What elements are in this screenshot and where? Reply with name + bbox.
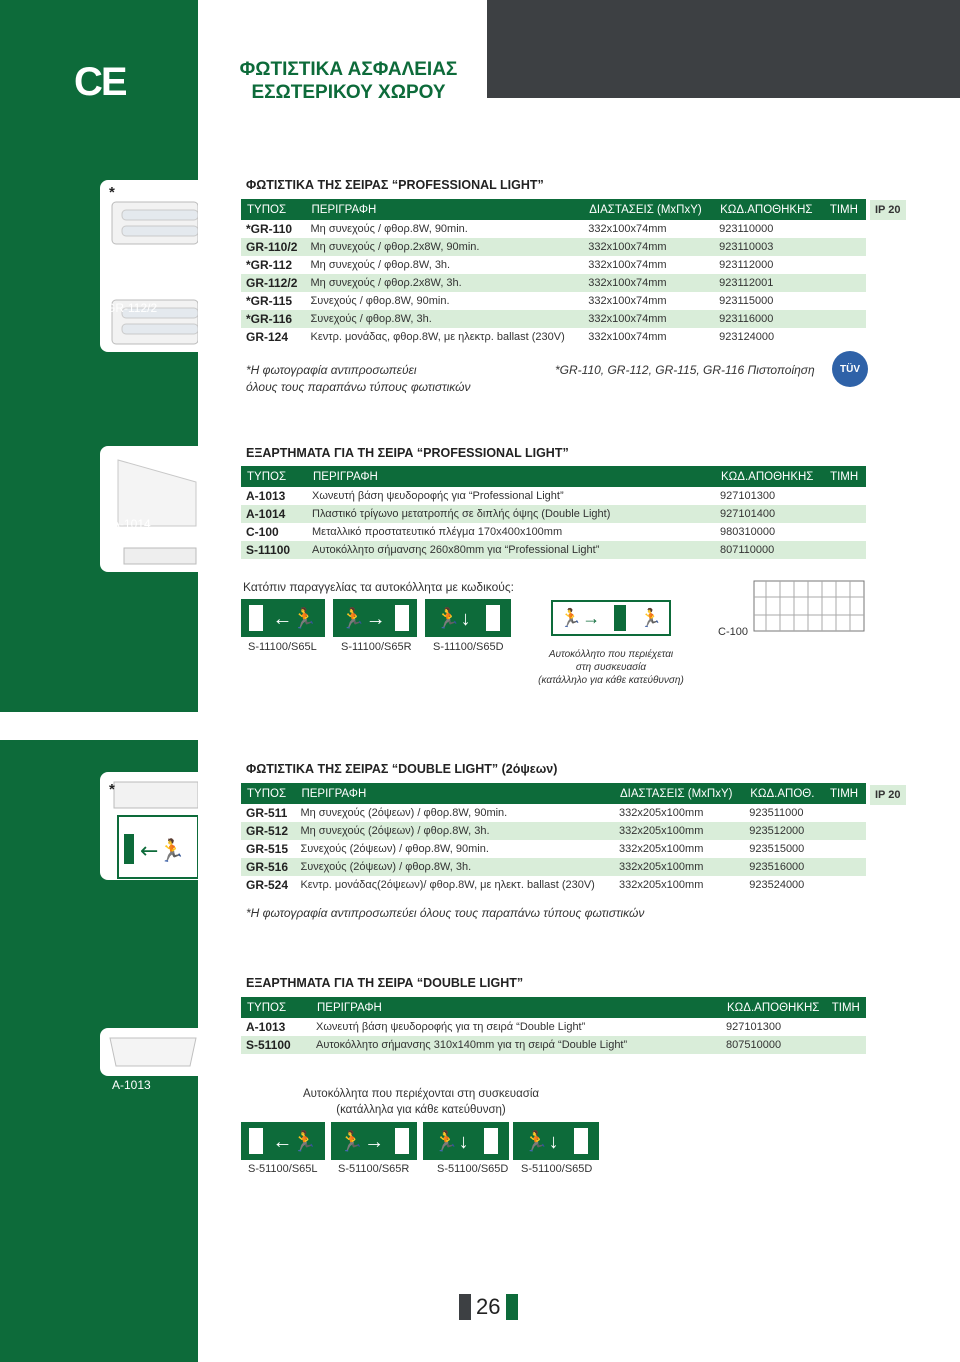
svg-text:←🏃: ←🏃 [140, 839, 186, 864]
table-row: *GR-110 Μη συνεχούς / φθορ.8W, 90min. 332x100x74mm 923110000 [246, 222, 774, 236]
exit-sign-right-icon: 🏃→ [333, 599, 417, 637]
included-sticker-note: Αυτοκόλλητο που περιέχεται στη συσκευασία (κατάλληλο για κάθε κατεύθυνση) [538, 649, 684, 686]
col-code: ΚΩΔ.ΑΠΟΘΗΚΗΣ [715, 466, 824, 487]
photo-note: *Η φωτογραφία αντιπροσωπεύει όλους τους παραπάνω τύπους φωτιστικών [246, 906, 645, 920]
table-row: A-1013 Χωνευτή βάση ψευδοροφής για τη σειρά “Double Light” 927101300 [246, 1020, 782, 1034]
page-number-bar-left [459, 1294, 471, 1320]
star-mark: * [109, 781, 115, 798]
col-type: ΤΥΠΟΣ [241, 783, 295, 804]
ip-rating-badge: IP 20 [870, 785, 906, 805]
sign-label: S-11100/S65D [433, 641, 504, 653]
table-row: C-100 Μεταλλικό προστατευτικό πλέγμα 170x400x100mm 980310000 [246, 525, 776, 539]
table-row: A-1013 Χωνευτή βάση ψευδοροφής για “Professional Light” 927101300 [246, 489, 776, 503]
col-price: ΤΙΜΗ [824, 199, 866, 220]
ce-mark: CE [74, 60, 126, 104]
accessory-image [100, 1028, 198, 1076]
col-code: ΚΩΔ.ΑΠΟΘΗΚΗΣ [714, 199, 824, 220]
col-type: ΤΥΠΟΣ [241, 997, 311, 1018]
header-dark-block [487, 0, 960, 98]
accessory-image [100, 446, 198, 572]
table-row: GR-511 Μη συνεχούς (2όψεων) / φθορ.8W, 90min. 332x205x100mm 923511000 [246, 806, 804, 820]
col-dims: ΔΙΑΣΤΑΣΕΙΣ (ΜxΠxΥ) [583, 199, 714, 220]
table-row: GR-524 Κεντρ. μονάδας(2όψεων)/ φθορ.8W, με ηλεκτ. ballast (230V) 332x205x100mm 923524000 [246, 878, 805, 892]
sign-label: S-11100/S65L [248, 641, 317, 653]
col-dims: ΔΙΑΣΤΑΣΕΙΣ (ΜxΠxΥ) [614, 783, 744, 804]
col-desc: ΠΕΡΙΓΡΑΦΗ [306, 199, 584, 220]
sign-label: S-51100/S65R [338, 1163, 410, 1175]
ip-rating-badge: IP 20 [870, 200, 906, 220]
exit-sign-right-icon: 🏃→ [331, 1122, 417, 1160]
section-title-double-accessories: ΕΞΑΡΤΗΜΑΤΑ ΓΙΑ ΤΗ ΣΕΙΡΑ “DOUBLE LIGHT” [246, 976, 524, 990]
wire-guard-image [752, 579, 868, 635]
page-title: ΦΩΤΙΣΤΙΚΑ ΑΣΦΑΛΕΙΑΣ ΕΣΩΤΕΡΙΚΟΥ ΧΩΡΟΥ [239, 59, 458, 103]
exit-sign-down-icon: 🏃↓ [423, 1122, 509, 1160]
product-photo-gr110 [100, 180, 198, 352]
table-row: GR-110/2 Μη συνεχούς / φθορ.2x8W, 90min. 332x100x74mm 923110003 [241, 238, 866, 256]
accessory-photo-a1014 [100, 446, 198, 572]
table-row: *GR-116 Συνεχούς / φθορ.8W, 3h. 332x100x74mm 923116000 [241, 310, 866, 328]
table-row: GR-515 Συνεχούς (2όψεων) / φθορ.8W, 90min. 332x205x100mm 923515000 [246, 842, 805, 856]
photo-label: A-1014 [112, 517, 151, 531]
page-number-bar-right [506, 1294, 518, 1320]
exit-sign-down-icon: 🏃↓ [513, 1122, 599, 1160]
sign-label: S-51100/S65D [437, 1163, 509, 1175]
col-desc: ΠΕΡΙΓΡΑΦΗ [311, 997, 721, 1018]
table-row: S-11100 Αυτοκόλλητο σήμανσης 260x80mm για “Professional Light” 807110000 [241, 541, 866, 559]
col-price: ΤΙΜΗ [824, 783, 866, 804]
col-price: ΤΙΜΗ [824, 466, 866, 487]
col-desc: ΠΕΡΙΓΡΑΦΗ [307, 466, 715, 487]
double-accessories-table [241, 997, 866, 1054]
professional-table [241, 199, 866, 346]
table-row: *GR-112 Μη συνεχούς / φθορ.8W, 3h. 332x100x74mm 923112000 [246, 258, 774, 272]
star-mark: * [109, 184, 115, 201]
c100-label: C-100 [718, 626, 748, 638]
section-title-double: ΦΩΤΙΣΤΙΚΑ ΤΗΣ ΣΕΙΡΑΣ “DOUBLE LIGHT” (2όψεων) [246, 762, 558, 776]
col-code: ΚΩΔ.ΑΠΟΘ. [744, 783, 824, 804]
exit-sign-left-icon: ←🏃 [241, 1122, 325, 1160]
luminaire-image [100, 180, 198, 352]
table-row: GR-112/2 Μη συνεχούς / φθορ.2x8W, 3h. 332x100x74mm 923112001 [241, 274, 866, 292]
included-sticker-icon: 🏃→ 🏃 [551, 600, 671, 636]
table-row: GR-512 Μη συνεχούς (2όψεων) / φθορ.8W, 3h. 332x205x100mm 923512000 [241, 822, 866, 840]
col-price: ΤΙΜΗ [826, 997, 866, 1018]
photo-label: GR-110/2 GR-112/2 [106, 287, 158, 315]
sign-label: S-11100/S65R [341, 641, 412, 653]
tuv-badge-icon: TÜV [832, 351, 868, 387]
table-row: GR-124 Κεντρ. μονάδας, φθορ.8W, με ηλεκτρ. ballast (230V) 332x100x74mm 923124000 [246, 330, 775, 344]
section-gap [0, 712, 198, 740]
double-light-table [241, 783, 866, 894]
col-code: ΚΩΔ.ΑΠΟΘΗΚΗΣ [721, 997, 826, 1018]
section-title-professional: ΦΩΤΙΣΤΙΚΑ ΤΗΣ ΣΕΙΡΑΣ “PROFESSIONAL LIGHT” [246, 178, 544, 192]
order-note: Κατόπιν παραγγελίας τα αυτοκόλλητα με κωδικούς: [243, 580, 514, 594]
sign-label: S-51100/S65L [248, 1163, 318, 1175]
accessory-photo-a1013 [100, 1028, 198, 1076]
table-row: S-51100 Αυτοκόλλητο σήμανσης 310x140mm για τη σειρά “Double Light” 807510000 [241, 1036, 866, 1054]
table-row: *GR-115 Συνεχούς / φθορ.8W, 90min. 332x100x74mm 923115000 [246, 294, 774, 308]
table-row: A-1014 Πλαστικό τρίγωνο μετατροπής σε διπλής όψης (Double Light) 927101400 [241, 505, 866, 523]
professional-accessories-table [241, 466, 866, 559]
sign-label: S-51100/S65D [521, 1163, 593, 1175]
photo-label: A-1013 [112, 1078, 151, 1092]
section-title-professional-accessories: ΕΞΑΡΤΗΜΑΤΑ ΓΙΑ ΤΗ ΣΕΙΡΑ “PROFESSIONAL LIGHT” [246, 446, 569, 460]
certification-note: *GR-110, GR-112, GR-115, GR-116 Πιστοποίηση [555, 363, 815, 377]
exit-sign-down-icon: 🏃↓ [425, 599, 511, 637]
table-row: GR-516 Συνεχούς (2όψεων) / φθορ.8W, 3h. 332x205x100mm 923516000 [241, 858, 866, 876]
col-type: ΤΥΠΟΣ [241, 466, 307, 487]
photo-note: *Η φωτογραφία αντιπροσωπεύει όλους τους παραπάνω τύπους φωτιστικών [246, 363, 471, 394]
page-number: 26 [476, 1294, 501, 1319]
exit-sign-left-icon: ←🏃 [241, 599, 325, 637]
included-stickers-note: Αυτοκόλλητα που περιέχονται στη συσκευασία (κατάλληλα για κάθε κατεύθυνση) [302, 1088, 540, 1116]
col-desc: ΠΕΡΙΓΡΑΦΗ [295, 783, 614, 804]
col-type: ΤΥΠΟΣ [241, 199, 306, 220]
